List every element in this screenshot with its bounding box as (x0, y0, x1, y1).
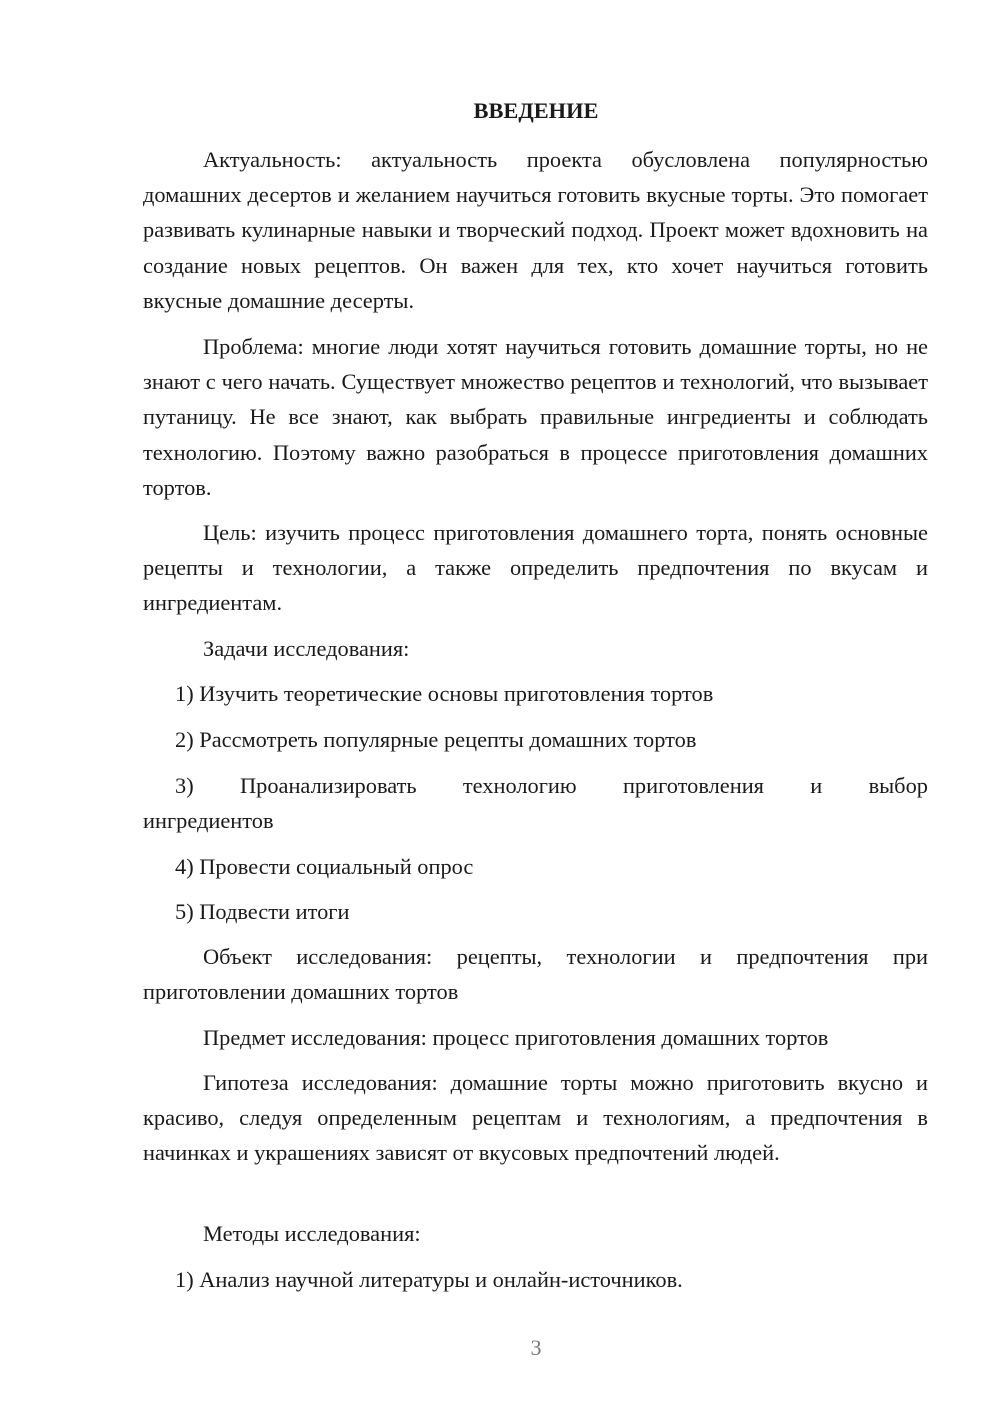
task-item-2: 2) Рассмотреть популярные рецепты домашних тортов (175, 727, 697, 752)
hypothesis-paragraph: Гипотеза исследования: домашние торты можно приготовить вкусно и красиво, следуя определенным рецептам и технологиям, а предпочтения в начинках и украшениях зависят от вкусовых предпочтений людей. (143, 1070, 928, 1166)
task-item-3-continuation: ингредиентов (143, 808, 274, 834)
methods-heading: Методы исследования: (203, 1221, 421, 1246)
page-number: 3 (530, 1335, 542, 1360)
task-item-3-word: и (810, 773, 823, 798)
goal-paragraph: Цель: изучить процесс приготовления домашнего торта, понять основные рецепты и технологии, а также определить предпочтения по вкусам и ингредиентам. (143, 520, 928, 616)
task-item-4: 4) Провести социальный опрос (175, 854, 474, 879)
relevance-paragraph: Актуальность: актуальность проекта обусловлена популярностью домашних десертов и желанием научиться готовить вкусные торты. Это помогает развивать кулинарные навыки и творческий подход. Проект может вдохновить на создание новых рецептов. Он важен для тех, кто хочет научиться готовить вкусные домашние десерты. (143, 147, 928, 313)
task-item-3-word: 3) (175, 773, 194, 798)
subject-paragraph: Предмет исследования: процесс приготовления домашних тортов (203, 1025, 829, 1050)
task-item-3 (143, 768, 928, 838)
task-item-3-first-line (143, 768, 928, 803)
task-item-3-word: приготовления (622, 773, 764, 798)
task-item-3-word: технологию (462, 773, 577, 798)
problem-paragraph: Проблема: многие люди хотят научиться готовить домашние торты, но не знают с чего начать. Существует множество рецептов и технологий, что вызывает путаницу. Не все знают, как выбрать правильные ингредиенты и соблюдать технологию. Поэтому важно разобраться в процессе приготовления домашних тортов. (143, 334, 928, 500)
task-item-1: 1) Изучить теоретические основы приготовления тортов (175, 681, 714, 706)
object-paragraph: Объект исследования: рецепты, технологии и предпочтения при приготовлении домашних тортов (143, 944, 928, 1005)
task-item-3-word: Проанализировать (239, 773, 417, 798)
method-item-1: 1) Анализ научной литературы и онлайн-источников. (175, 1267, 683, 1292)
task-item-3-word: выбор (868, 773, 928, 798)
task-item-5: 5) Подвести итоги (175, 899, 350, 924)
tasks-heading: Задачи исследования: (203, 636, 410, 661)
page-title: ВВЕДЕНИЕ (473, 98, 599, 123)
